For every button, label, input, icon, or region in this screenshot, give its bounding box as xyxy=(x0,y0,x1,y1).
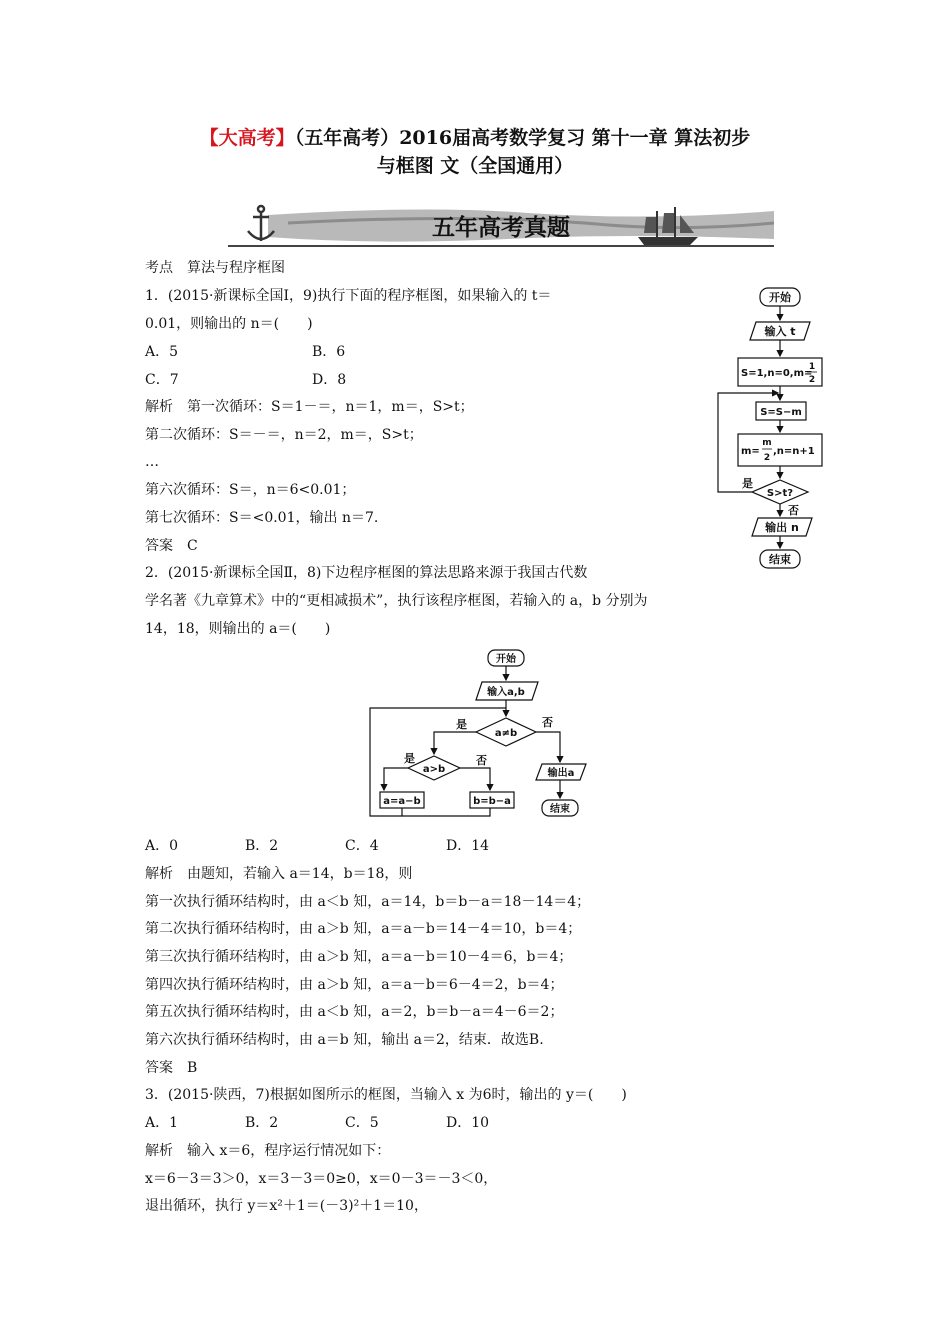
q1-option-d: D．8 xyxy=(312,372,347,388)
q2-solution-6: 第六次执行循环结构时，由 a＝b 知，输出 a＝2，结束．故选B. xyxy=(145,1032,544,1048)
q2-assign-a-label: a=a−b xyxy=(383,796,421,807)
section-heading: 考点 算法与程序框图 xyxy=(145,260,285,276)
document-title-line2: 与框图 文（全国通用） xyxy=(376,155,574,177)
q2-solution-2: 第二次执行循环结构时，由 a＞b 知，a＝a－b＝14－4＝10，b＝4； xyxy=(145,921,582,937)
q2-cond2-label: a>b xyxy=(422,764,446,775)
q1-solution-7: 第七次循环：S＝<0.01，输出 n＝7. xyxy=(145,510,379,526)
q2-end-label: 结束 xyxy=(550,804,570,815)
q1-decision-label: S>t? xyxy=(766,488,794,499)
q2-option-d: D．14 xyxy=(446,838,490,854)
q3-option-c: C．5 xyxy=(345,1115,379,1131)
q1-step1-label: S=S−m xyxy=(760,407,802,418)
q1-no-label: 否 xyxy=(788,504,799,517)
section-banner xyxy=(228,203,774,249)
q2-no2-label: 否 xyxy=(476,754,487,767)
q2-start-label: 开始 xyxy=(496,654,516,665)
q2-solution-5: 第五次执行循环结构时，由 a＜b 知，a＝2，b＝b－a＝4－6＝2； xyxy=(145,1004,564,1020)
q1-step2-post: ,n=n+1 xyxy=(773,446,815,457)
q2-solution-3: 第三次执行循环结构时，由 a＞b 知，a＝a－b＝10－4＝6，b＝4； xyxy=(145,949,573,965)
q1-start-label: 开始 xyxy=(769,291,791,304)
q1-yes-label: 是 xyxy=(742,477,753,490)
q2-stem-1: 2．(2015·新课标全国Ⅱ，8)下边程序框图的算法思路来源于我国古代数 xyxy=(145,565,588,581)
q1-end-label: 结束 xyxy=(769,553,791,566)
q2-yes2-label: 是 xyxy=(404,752,415,765)
q1-solution-1: 解析 第一次循环：S＝1－＝，n＝1，m＝，S>t； xyxy=(145,399,474,415)
q1-output-label: 输出 n xyxy=(765,521,799,534)
q3-option-b: B．2 xyxy=(245,1115,279,1131)
q1-option-a: A．5 xyxy=(145,344,179,360)
q1-init-frac-num: 1 xyxy=(808,362,816,372)
q1-step2-pre: m= xyxy=(741,446,760,457)
q2-no1-label: 否 xyxy=(542,716,553,729)
q2-yes1-label: 是 xyxy=(456,718,467,731)
q3-solution-2: x＝6－3＝3＞0，x＝3－3＝0≥0，x＝0－3＝－3＜0， xyxy=(145,1171,498,1187)
q3-option-d: D．10 xyxy=(446,1115,490,1131)
title-rest: （五年高考）2016届高考数学复习 第十一章 算法初步 xyxy=(294,127,751,149)
q2-solution-4: 第四次执行循环结构时，由 a＞b 知，a＝a－b＝6－4＝2，b＝4； xyxy=(145,977,564,993)
title-prefix: 【大高考】 xyxy=(199,127,295,149)
q1-option-b: B．6 xyxy=(312,344,346,360)
q1-init-frac-den: 2 xyxy=(808,375,816,385)
q2-solution-1: 第一次执行循环结构时，由 a＜b 知，a＝14，b＝b－a＝18－14＝4； xyxy=(145,894,591,910)
q1-stem-1: 1．(2015·新课标全国Ⅰ，9)执行下面的程序框图，如果输入的 t＝ xyxy=(145,288,552,304)
q2-answer: 答案 B xyxy=(145,1060,198,1076)
q3-solution-3: 退出循环，执行 y＝x²＋1＝(－3)²＋1＝10， xyxy=(145,1198,428,1214)
q1-flowchart xyxy=(708,282,836,574)
q2-option-a: A．0 xyxy=(145,838,179,854)
q3-stem: 3．(2015·陕西，7)根据如图所示的框图，当输入 x 为6时，输出的 y＝( ) xyxy=(145,1087,627,1103)
q1-solution-2: 第二次循环：S＝－＝，n＝2，m＝，S>t； xyxy=(145,427,423,443)
q2-flowchart xyxy=(366,648,594,820)
q1-answer: 答案 C xyxy=(145,538,198,554)
q2-stem-2: 学名著《九章算术》中的“更相减损术”，执行该程序框图，若输入的 a，b 分别为 xyxy=(145,593,648,609)
q1-step2-den: 2 xyxy=(763,453,771,463)
q1-option-c: C．7 xyxy=(145,372,179,388)
q1-stem-2: 0.01，则输出的 n＝( ) xyxy=(145,316,313,332)
q2-option-c: C．4 xyxy=(345,838,379,854)
document-title-line1 xyxy=(0,124,950,152)
q1-step2-num: m xyxy=(762,438,772,448)
q2-assign-b-label: b=b−a xyxy=(473,796,511,807)
q3-option-a: A．1 xyxy=(145,1115,179,1131)
q1-init-label: S=1,n=0,m= xyxy=(741,368,813,379)
q2-output-label: 输出a xyxy=(547,768,575,779)
banner-title: 五年高考真题 xyxy=(432,215,570,241)
q1-solution-ellipsis: … xyxy=(145,454,159,470)
q1-solution-6: 第六次循环：S＝，n＝6<0.01； xyxy=(145,482,356,498)
q2-option-b: B．2 xyxy=(245,838,279,854)
q2-stem-3: 14，18，则输出的 a＝( ) xyxy=(145,621,331,637)
q2-input-label: 输入a,b xyxy=(487,687,525,698)
q3-solution-1: 解析 输入 x＝6，程序运行情况如下： xyxy=(145,1143,391,1159)
q2-solution-intro: 解析 由题知，若输入 a＝14，b＝18，则 xyxy=(145,866,413,882)
q2-cond1-label: a≠b xyxy=(494,728,518,739)
q1-input-label: 输入 t xyxy=(764,325,796,338)
